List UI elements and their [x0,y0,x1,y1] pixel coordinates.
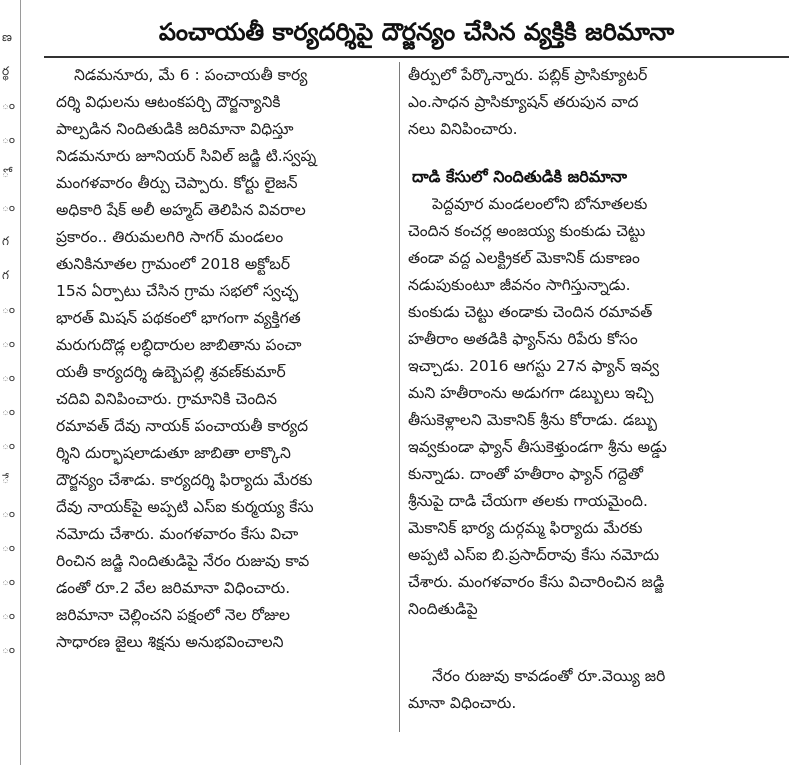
column-divider [399,62,400,732]
edge-glyph: ం [2,132,16,146]
article-headline: పంచాయతీ కార్యదర్శిపై దౌర్జన్యం చేసిన వ్యక్తికి జరిమానా [158,18,675,46]
text-line: మానా విధించారు. [408,694,517,712]
text-line: చెందిన కంచర్ల అంజయ్య కుంకుడు చెట్టు [408,222,646,240]
text-line: హతీరాం అతడికి ఫ్యాన్‌ను రిపేరు కోసం [408,330,638,348]
text-line: డంతో రూ.2 వేల జరిమానా విధించారు. [56,579,291,597]
text-line: నడుపుకుంటూ జీవనం సాగిస్తున్నాడు. [408,276,631,294]
text-line: శ్రీనుపై దాడి చేయగా తలకు గాయమైంది. [408,492,648,510]
article-subheading: దాడి కేసులో నిందితుడికి జరిమానా [412,167,627,186]
text-line: నమోదు చేశారు. మంగళవారం కేసు విచా [56,525,299,543]
edge-glyph: ణ [2,30,12,44]
edge-glyph: ం [2,200,16,214]
edge-glyph: ం [2,438,16,452]
text-line: అధికారి షేక్ అలీ అహ్మద్ తెలిపిన వివరాల [56,201,306,219]
text-line: కుంకుడు చెట్టు తండాకు చెందిన రమావత్ [408,303,653,321]
text-line: పాల్పడిన నిందితుడికి జరిమానా విధిస్తూ [56,120,294,138]
text-line: కున్నాడు. దాంతో హతీరాం ఫ్యాన్ గద్దెతో [408,465,644,483]
text-line: దౌర్జన్యం చేశాడు. కార్యదర్శి ఫిర్యాదు మేరకు [56,471,313,489]
text-line: జరిమానా చెల్లించని పక్షంలో నెల రోజుల [56,606,290,624]
edge-glyph: ో [2,166,9,180]
text-line: మరుగుదొడ్ల లబ్ధిదారుల జాబితాను పంచా [56,336,302,354]
text-line: సాధారణ జైలు శిక్షను అనుభవించాలని [56,633,284,651]
text-line: రమావత్ దేవు నాయక్ పంచాయతీ కార్యద [56,417,309,435]
text-line: తీర్పులో పేర్కొన్నారు. పబ్లిక్ ప్రాసిక్యూటర్ [408,66,648,84]
text-line: తునికినూతల గ్రామంలో 2018 అక్టోబర్ [56,255,291,273]
edge-glyph: ే [2,472,9,486]
edge-glyph: ం [2,98,16,112]
text-line: మంగళవారం తీర్పు చెప్పారు. కోర్టు లైజన్ [56,174,298,192]
text-line: నిందితుడిపై [408,600,478,618]
edge-glyph: ం [2,404,16,418]
text-line: అప్పటి ఎస్ఐ బి.ప్రసాద్‌రావు కేసు నమోదు [408,546,660,564]
text-line: చదివి వినిపించారు. గ్రామానికి చెందిన [56,390,278,408]
text-line: నలు వినిపించారు. [408,120,518,138]
text-line: 15న ఏర్పాటు చేసిన గ్రామ సభలో స్వచ్ఛ [56,282,299,300]
edge-glyph: ం [2,540,16,554]
text-line: మెకానిక్ భార్య దుర్గమ్మ ఫిర్యాదు మేరకు [408,519,643,537]
adjacent-article-edge [0,0,21,765]
text-line: ఇవ్వకుండా ఫ్యాన్ తీసుకెళ్తుండగా శ్రీను అడ్డు [408,438,667,456]
edge-glyph: ర్థ [2,64,10,78]
text-line: ర్శిని దుర్భాషలాడుతూ జాబితా లాక్కొని [56,444,291,462]
text-line: పెద్దవూర మండలంలోని బోనూతలకు [432,195,648,213]
text-line: దేవు నాయక్‌పై అప్పటి ఎస్ఐ కుర్మయ్య కేసు [56,498,314,516]
text-line: యతీ కార్యదర్శి ఉబ్బెపల్లి శ్రవణ్‌కుమార్ [56,363,286,381]
text-line: నిడమనూరు జూనియర్ సివిల్ జడ్జి టి.స్వప్న [56,147,317,165]
text-line: తండా వద్ద ఎలక్ట్రికల్ మెకానిక్ దుకాణం [408,249,640,267]
headline-rule [44,56,789,58]
text-line: ఇచ్చాడు. 2016 ఆగస్టు 27న ఫ్యాన్ ఇవ్వ [408,357,660,375]
edge-glyph: ం [2,506,16,520]
text-line: నేరం రుజువు కావడంతో రూ.వెయ్యి జరి [432,667,666,685]
edge-glyph: ం [2,302,16,316]
text-line: నిడమనూరు, మే 6 : పంచాయతీ కార్య [74,66,308,84]
text-line: తీసుకెళ్లాలని మెకానిక్ శ్రీను కోరాడు. డబ్బు [408,411,658,429]
edge-glyph: ం [2,608,16,622]
text-line: మని హతీరాంను అడుగగా డబ్బులు ఇచ్చి [408,384,654,402]
text-line: భారత్ మిషన్ పథకంలో భాగంగా వ్యక్తిగత [56,309,301,327]
text-line: చేశారు. మంగళవారం కేసు విచారించిన జడ్జి [408,573,665,591]
text-line: ఎం.సాధన ప్రాసిక్యూషన్ తరుపున వాద [408,93,639,111]
text-line: ప్రకారం.. తిరుమలగిరి సాగర్ మండలం [56,228,284,246]
edge-glyph: ం [2,370,16,384]
edge-glyph: గ [2,268,9,282]
edge-glyph: ం [2,336,16,350]
text-line: దర్శి విధులను ఆటంకపర్చి దౌర్జన్యానికి [56,93,281,111]
edge-glyph: ం [2,642,16,656]
text-line: రించిన జడ్జి నిందితుడిపై నేరం రుజువు కావ [56,552,310,570]
edge-glyph: గ [2,234,9,248]
edge-glyph: ం [2,574,16,588]
